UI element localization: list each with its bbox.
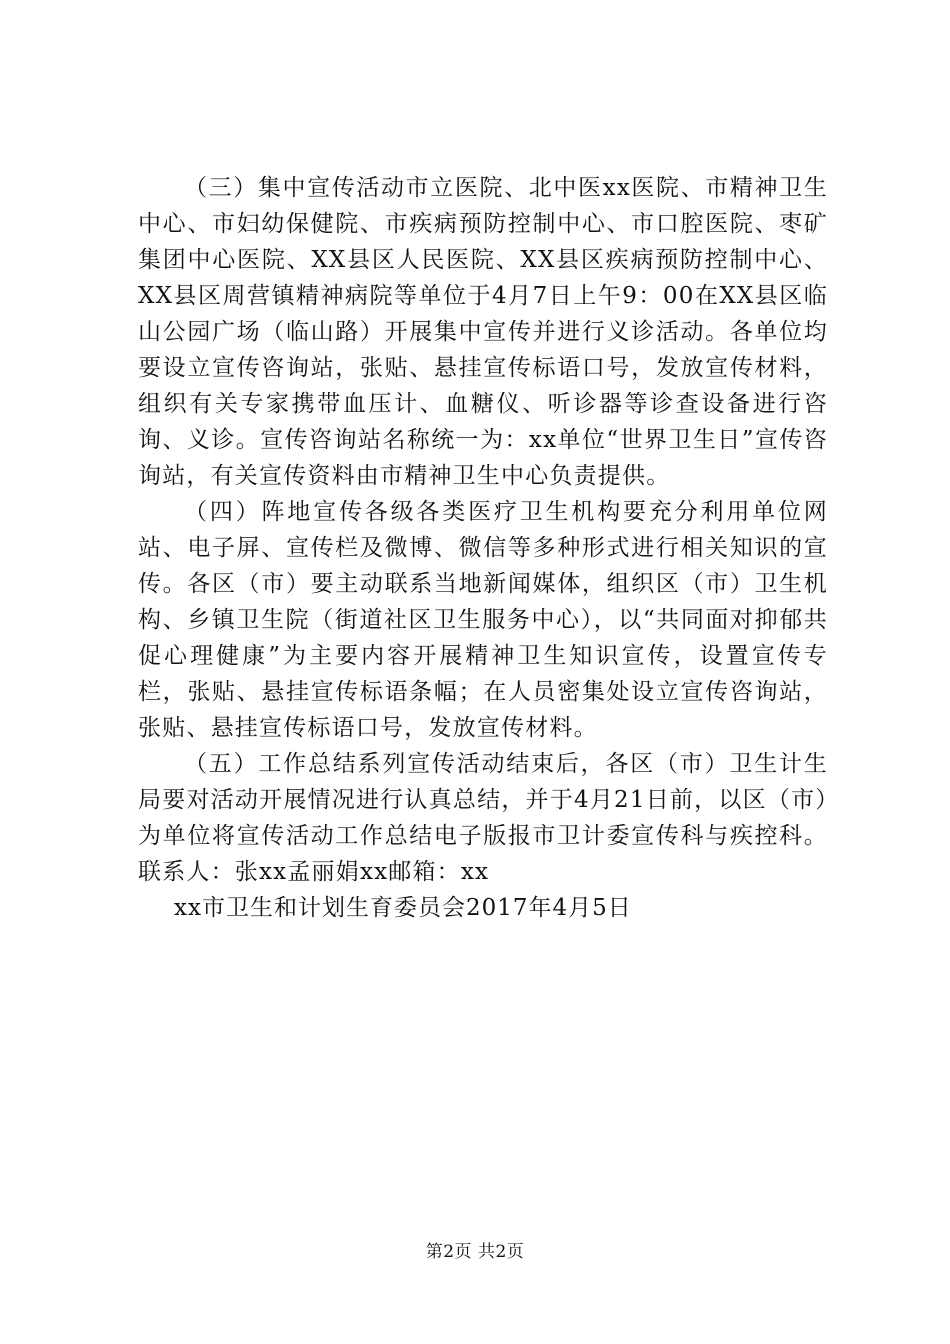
signature-line: xx市卫生和计划生育委员会2017年4月5日 (174, 895, 632, 921)
paragraph-centralized-publicity: （三）集中宣传活动市立医院、北中医xx医院、市精神卫生中心、市妇幼保健院、市疾病预防控制中心、市口腔医院、枣矿集团中心医院、XX县区人民医院、XX县区疾病预防控制中心、XX县区周营镇精神病院等单位于4月7日上午9：00在XX县区临山公园广场（临山路）开展集中宣传并进行义诊活动。各单位均要设立宣传咨询站，张贴、悬挂宣传标语口号，发放宣传材料，组织有关专家携带血压计、血糖仪、听诊器等诊查设备进行咨询、义诊。宣传咨询站名称统一为：xx单位“世界卫生日”宣传咨询站，有关宣传资料由市精神卫生中心负责提供。 (138, 175, 828, 489)
paragraph-work-summary: （五）工作总结系列宣传活动结束后，各区（市）卫生计生局要对活动开展情况进行认真总结，并于4月21日前，以区（市）为单位将宣传活动工作总结电子版报市卫计委宣传科与疾控科。联系人：张xx孟丽娟xx邮箱：xx (138, 751, 828, 885)
document-body (138, 170, 828, 926)
page-number-footer: 第2页 共2页 (425, 1242, 525, 1262)
paragraph-position-publicity: （四）阵地宣传各级各类医疗卫生机构要充分利用单位网站、电子屏、宣传栏及微博、微信等多种形式进行相关知识的宣传。各区（市）要主动联系当地新闻媒体，组织区（市）卫生机构、乡镇卫生院（街道社区卫生服务中心），以“共同面对抑郁共促心理健康”为主要内容开展精神卫生知识宣传，设置宣传专栏，张贴、悬挂宣传标语条幅；在人员密集处设立宣传咨询站，张贴、悬挂宣传标语口号，发放宣传材料。 (138, 499, 828, 741)
